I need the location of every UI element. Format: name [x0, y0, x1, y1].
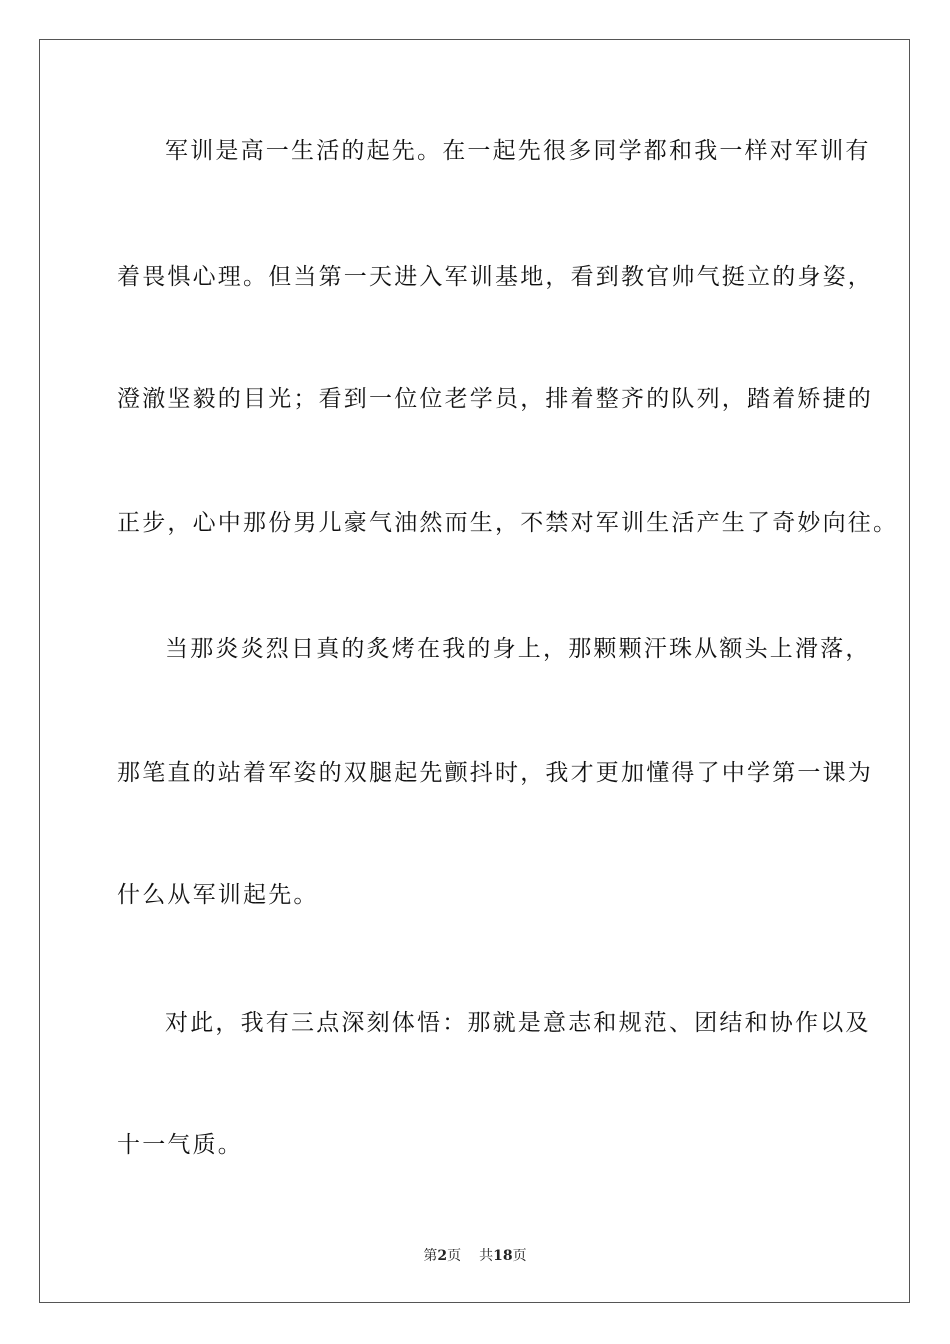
total-prefix: 共	[479, 1248, 494, 1264]
paragraph-1-line-2: 着畏惧心理。但当第一天进入军训基地，看到教官帅气挺立的身姿，	[117, 264, 873, 290]
paragraph-3-line-1: 对此，我有三点深刻体悟：那就是意志和规范、团结和协作以及	[165, 1010, 871, 1036]
paragraph-2-line-1: 当那炎炎烈日真的炙烤在我的身上，那颗颗汗珠从额头上滑落，	[165, 636, 871, 662]
page-prefix: 第	[423, 1248, 438, 1264]
paragraph-1-line-3: 澄澈坚毅的目光；看到一位位老学员，排着整齐的队列，踏着矫捷的	[117, 386, 873, 412]
paragraph-2-line-3: 什么从军训起先。	[117, 882, 319, 908]
page-footer	[0, 1247, 950, 1265]
total-pages: 18	[493, 1248, 513, 1264]
paragraph-1-line-1: 军训是高一生活的起先。在一起先很多同学都和我一样对军训有	[165, 138, 871, 164]
paragraph-2-line-2: 那笔直的站着军姿的双腿起先颤抖时，我才更加懂得了中学第一课为	[117, 760, 873, 786]
paragraph-3-line-2: 十一气质。	[117, 1132, 243, 1158]
total-suffix: 页	[512, 1248, 527, 1264]
paragraph-1-line-4: 正步，心中那份男儿豪气油然而生，不禁对军训生活产生了奇妙向往。	[117, 510, 899, 536]
page-number: 2	[437, 1248, 448, 1264]
page-frame	[39, 39, 910, 1303]
page-suffix: 页	[447, 1248, 462, 1264]
